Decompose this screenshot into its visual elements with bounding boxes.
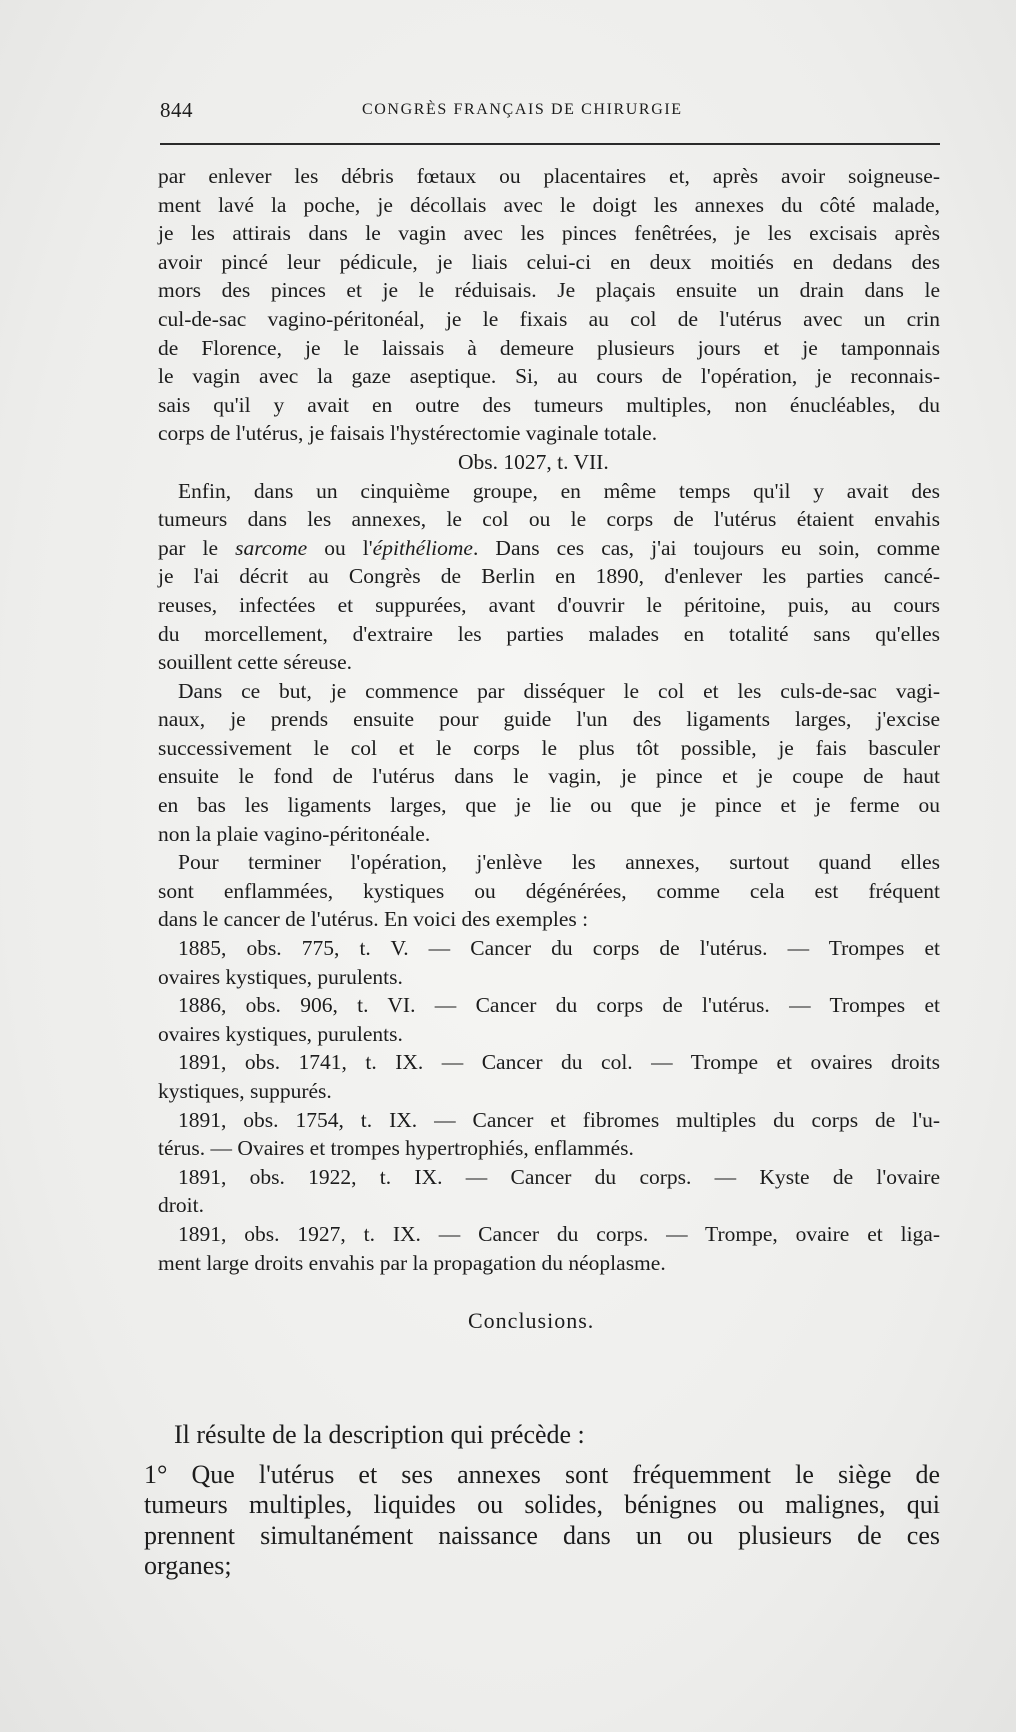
text-line: corps de l'utérus, je faisais l'hystérectomie vaginale totale.: [158, 421, 658, 446]
text-line: dans le cancer de l'utérus. En voici des exemples :: [158, 907, 589, 932]
observation-reference: Obs. 1027, t. VII.: [458, 449, 609, 474]
text-line: ment lavé la poche, je décollais avec le doigt les annexes du côté malade,: [158, 192, 940, 217]
section-heading-conclusions: Conclusions.: [468, 1308, 595, 1334]
text-line: prennent simultanément naissance dans un ou plusieurs de ces: [144, 1520, 940, 1550]
text-line: successivement le col et le corps le plus tôt possible, je fais basculer: [158, 735, 940, 760]
page-number: 844: [160, 98, 193, 122]
italic-term-sarcome: sarcome: [235, 535, 308, 560]
text-line-with-italics: [158, 534, 940, 563]
case-line: kystiques, suppurés.: [158, 1079, 332, 1103]
header-rule: [160, 143, 940, 145]
case-line: 1885, obs. 775, t. V. — Cancer du corps de l'utérus. — Trompes et: [178, 936, 940, 961]
case-line: ovaires kystiques, purulents.: [158, 964, 403, 989]
case-line: 1891, obs. 1754, t. IX. — Cancer et fibromes multiples du corps de l'u-: [178, 1107, 940, 1132]
text-line: reuses, infectées et suppurées, avant d'ouvrir le péritoine, puis, au cours: [158, 592, 940, 617]
text-line: du morcellement, d'extraire les parties malades en totalité sans qu'elles: [158, 621, 940, 646]
text-line: organes;: [144, 1551, 232, 1580]
case-line: 1891, obs. 1927, t. IX. — Cancer du corps. — Trompe, ovaire et liga-: [178, 1221, 940, 1246]
text-run: par le: [158, 535, 236, 560]
text-line: je les attirais dans le vagin avec les pinces fenêtrées, je les excisais après: [158, 221, 940, 246]
text-line: avoir pincé leur pédicule, je liais celui-ci en deux moitiés en dedans des: [158, 249, 940, 274]
conclusions-intro: Il résulte de la description qui précède :: [174, 1420, 585, 1449]
italic-term-epitheliome: épithéliome: [372, 535, 473, 560]
text-line: cul-de-sac vagino-péritonéal, je le fixais au col de l'utérus avec un crin: [158, 306, 940, 331]
case-line: térus. — Ovaires et trompes hypertrophiés, enflammés.: [158, 1136, 634, 1161]
text-line: sais qu'il y avait en outre des tumeurs multiples, non énucléables, du: [158, 392, 940, 417]
text-line: ensuite le fond de l'utérus dans le vagin, je pince et je coupe de haut: [158, 764, 940, 789]
text-line: en bas les ligaments larges, que je lie ou que je pince et je ferme ou: [158, 793, 940, 818]
case-line: 1891, obs. 1741, t. IX. — Cancer du col. — Trompe et ovaires droits: [178, 1050, 940, 1075]
text-line: naux, je prends ensuite pour guide l'un des ligaments larges, j'excise: [158, 707, 940, 732]
running-title: CONGRÈS FRANÇAIS DE CHIRURGIE: [362, 101, 683, 118]
text-line: souillent cette séreuse.: [158, 650, 353, 675]
case-line: ovaires kystiques, purulents.: [158, 1021, 403, 1046]
text-line: tumeurs multiples, liquides ou solides, bénignes ou malignes, qui: [144, 1490, 940, 1519]
text-line: je l'ai décrit au Congrès de Berlin en 1890, d'enlever les parties cancé-: [158, 564, 940, 589]
text-line: Enfin, dans un cinquième groupe, en même temps qu'il y avait des: [178, 478, 940, 503]
text-line: Pour terminer l'opération, j'enlève les annexes, surtout quand elles: [178, 850, 940, 875]
text-line: sont enflammées, kystiques ou dégénérées, comme cela est fréquent: [158, 878, 940, 903]
case-line: 1886, obs. 906, t. VI. — Cancer du corps de l'utérus. — Trompes et: [178, 993, 940, 1018]
page-header: [160, 98, 940, 128]
text-line: non la plaie vagino-péritonéale.: [158, 821, 431, 846]
text-line: mors des pinces et je le réduisais. Je plaçais ensuite un drain dans le: [158, 278, 940, 303]
case-line: droit.: [158, 1193, 204, 1218]
text-line: de Florence, je le laissais à demeure plusieurs jours et je tamponnais: [158, 335, 940, 360]
text-line: 1° Que l'utérus et ses annexes sont fréquemment le siège de: [144, 1459, 940, 1489]
text-line: Dans ce but, je commence par disséquer le col et les culs-de-sac vagi-: [178, 678, 940, 703]
conclusions-text: [144, 1420, 940, 1582]
text-run: ou l': [307, 535, 373, 560]
case-line: ment large droits envahis par la propagation du néoplasme.: [158, 1250, 666, 1275]
text-run: . Dans ces cas, j'ai toujours eu soin, comme: [472, 535, 941, 560]
text-line: le vagin avec la gaze aseptique. Si, au cours de l'opération, je reconnais-: [158, 364, 940, 389]
text-line: tumeurs dans les annexes, le col ou le corps de l'utérus étaient envahis: [158, 507, 940, 532]
body-text: [158, 162, 940, 1341]
case-line: 1891, obs. 1922, t. IX. — Cancer du corps. — Kyste de l'ovaire: [178, 1164, 940, 1189]
text-line: par enlever les débris fœtaux ou placentaires et, après avoir soigneuse-: [158, 164, 940, 188]
